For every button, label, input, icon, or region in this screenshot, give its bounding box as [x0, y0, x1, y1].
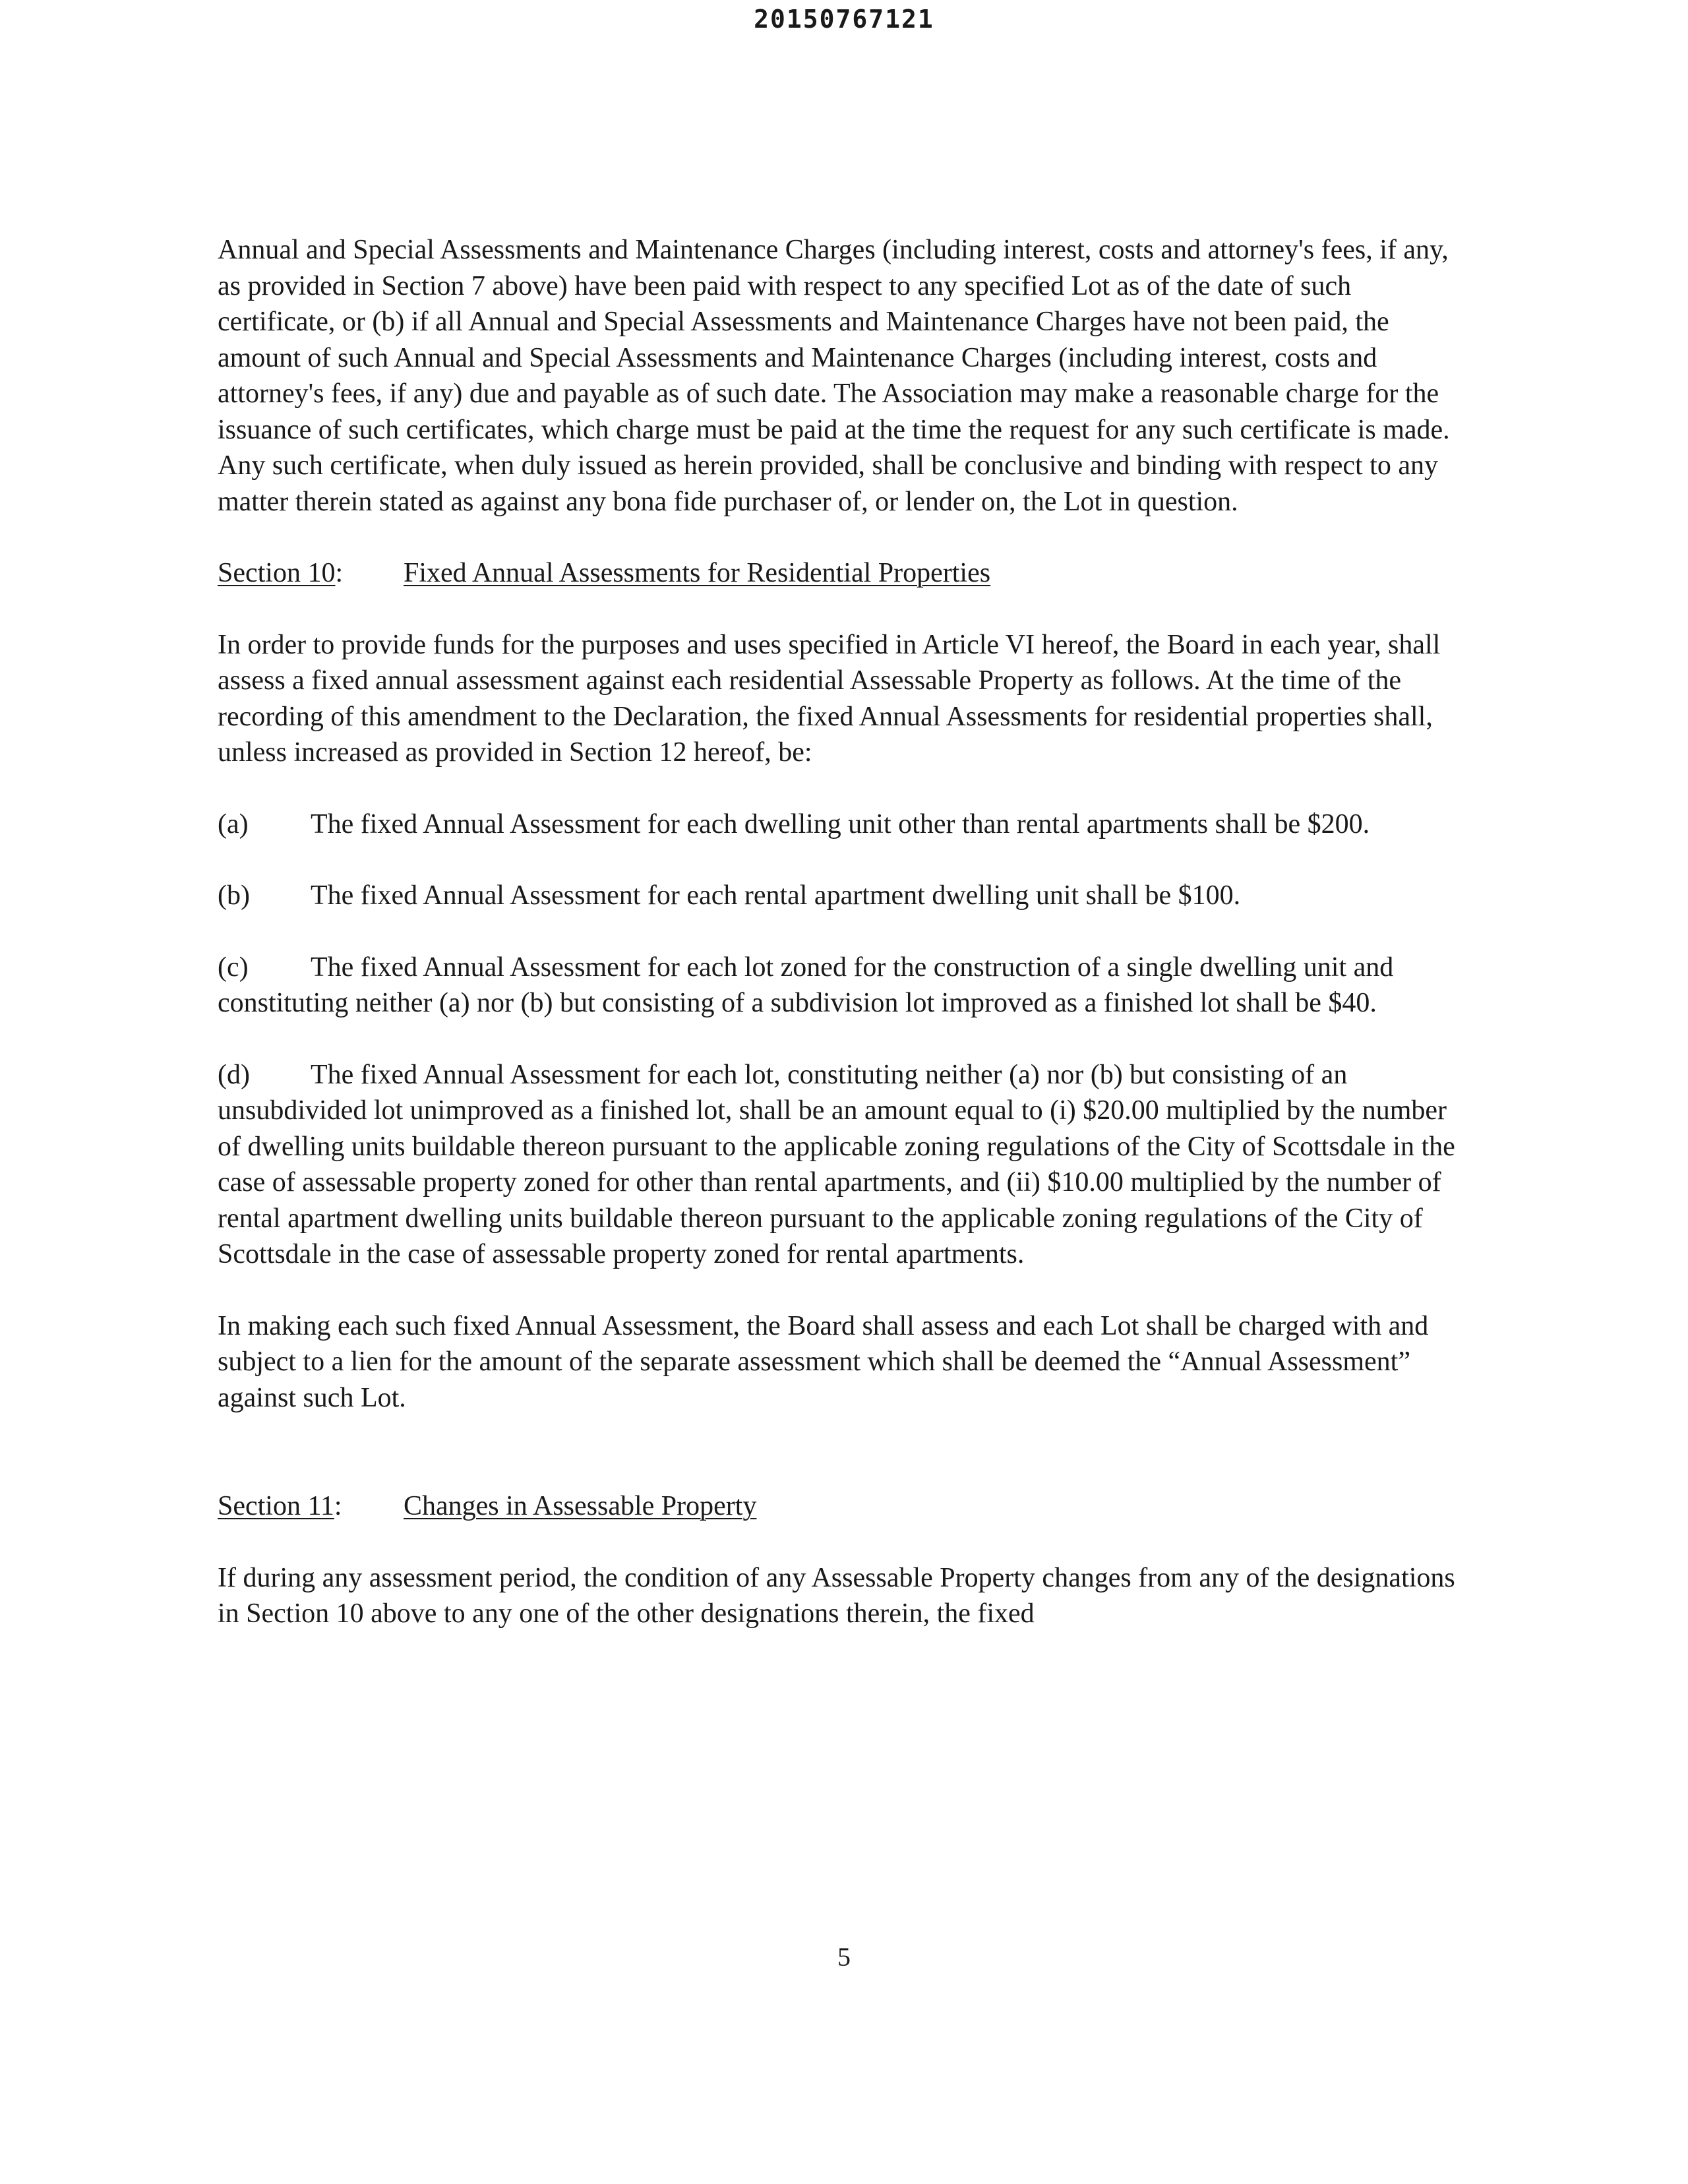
list-item-text: The fixed Annual Assessment for each lot, constituting neither (a) nor (b) but consisting of an unsubdivided lot unimproved as a finished lot, shall be an amount equal to (i) $20.00 multiplied by the number of dwelling units buildable thereon pursuant to the applicable zoning regulations of the City of Scottsdale in the case of assessable property zoned for other than rental apartments, and (ii) $10.00 multiplied by the number of rental apartment dwelling units buildable thereon pursuant to the applicable zoning regulations of the City of Scottsdale in the case of assessable property zoned for rental apartments.	[218, 1059, 1455, 1269]
section-10-title: Fixed Annual Assessments for Residential Properties	[404, 558, 991, 588]
list-item-text: The fixed Annual Assessment for each lot zoned for the construction of a single dwelling unit and constituting neither (a) nor (b) but consisting of a subdivision lot improved as a finished lot shall be $40.	[218, 952, 1394, 1018]
list-item-c	[218, 950, 1457, 1021]
document-number: 20150767121	[754, 5, 934, 34]
list-item-label: (b)	[218, 880, 250, 911]
section-10-number: Section 10:	[218, 558, 344, 588]
section-10-intro: In order to provide funds for the purposes and uses specified in Article VI hereof, the Board in each year, shall assess a fixed annual assessment against each residential Assessable Property as follows. At the time of the recording of this amendment to the Declaration, the fixed Annual Assessments for residential properties shall, unless increased as provided in Section 12 hereof, be:	[218, 629, 1441, 768]
list-item-label: (c)	[218, 952, 249, 983]
section-11-intro: If during any assessment period, the condition of any Assessable Property changes from any of the designations in Section 10 above to any one of the other designations therein, the fixed	[218, 1562, 1455, 1629]
list-item-d	[218, 1057, 1457, 1273]
section-11-number: Section 11:	[218, 1491, 342, 1521]
section-10-closing: In making each such fixed Annual Assessment, the Board shall assess and each Lot shall be charged with and subject to a lien for the amount of the separate assessment which shall be deemed the “Annual Assessment” against such Lot.	[218, 1310, 1429, 1413]
list-item-b	[218, 878, 1457, 914]
paragraph-continued: Annual and Special Assessments and Maintenance Charges (including interest, costs and attorney's fees, if any, as provided in Section 7 above) have been paid with respect to any specified Lot as of the date of such certificate, or (b) if all Annual and Special Assessments and Maintenance Charges have not been paid, the amount of such Annual and Special Assessments and Maintenance Charges (including interest, costs and attorney's fees, if any) due and payable as of such date. The Association may make a reasonable charge for the issuance of such certificates, which charge must be paid at the time the request for any such certificate is made. Any such certificate, when duly issued as herein provided, shall be conclusive and binding with respect to any matter therein stated as against any bona fide purchaser of, or lender on, the Lot in question.	[218, 235, 1450, 517]
section-11-title: Changes in Assessable Property	[404, 1491, 757, 1521]
page-number: 5	[837, 1942, 851, 1972]
list-item-a	[218, 806, 1457, 843]
list-item-text: The fixed Annual Assessment for each dwelling unit other than rental apartments shall be $200.	[311, 808, 1370, 839]
section-10-heading	[218, 555, 1457, 592]
section-11-heading	[218, 1488, 1457, 1525]
list-item-label: (d)	[218, 1059, 250, 1090]
list-item-label: (a)	[218, 808, 249, 839]
page-body	[218, 232, 1457, 1632]
list-item-text: The fixed Annual Assessment for each rental apartment dwelling unit shall be $100.	[311, 880, 1241, 911]
